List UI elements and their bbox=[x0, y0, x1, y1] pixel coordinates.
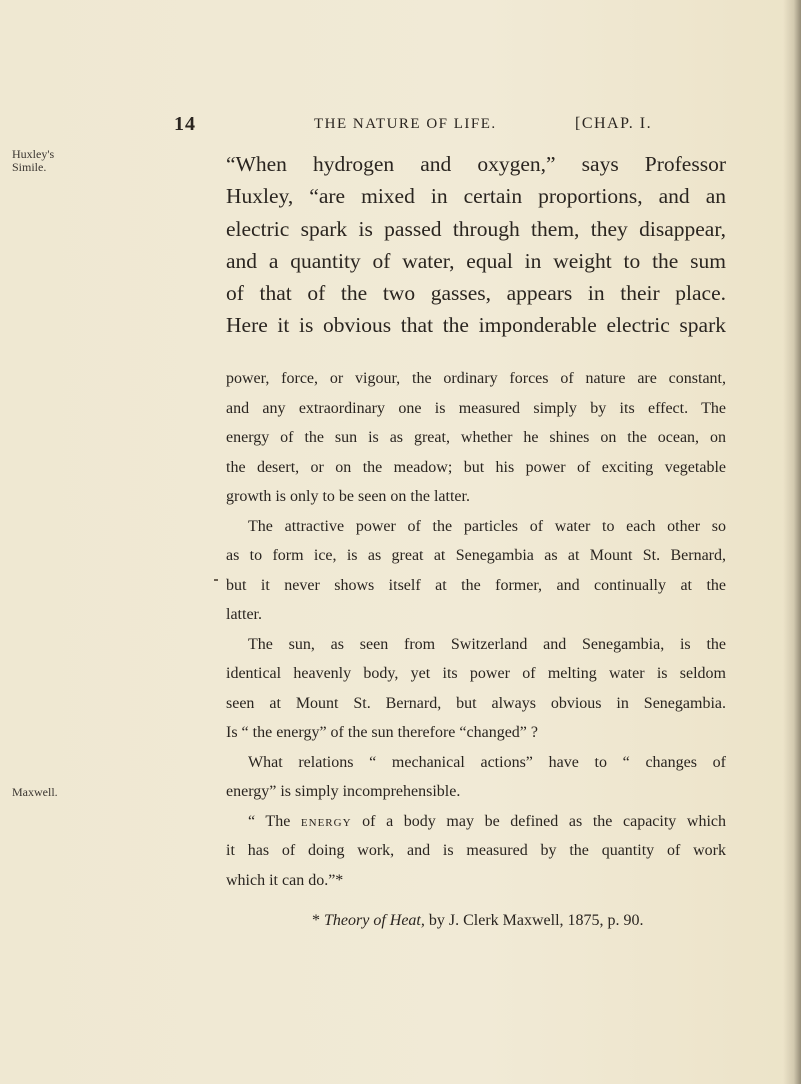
footnote-citation: by J. Clerk Maxwell, 1875, p. 90. bbox=[424, 912, 644, 929]
text-line: which it can do.”* bbox=[226, 871, 344, 889]
text-line: it has of doing work, and is measured by the quantity of work bbox=[226, 842, 726, 859]
text-line: and any extraordinary one is measured simply by its effect. The bbox=[226, 399, 726, 417]
text-line: as to form ice, is as great at Senegambia as at Mount St. Bernard, bbox=[226, 547, 726, 564]
page-edge-shadow bbox=[783, 0, 801, 1084]
text-line: energy” is simply incomprehensible. bbox=[226, 783, 461, 800]
text-line: power, force, or vigour, the ordinary forces of nature are constant, bbox=[226, 370, 726, 387]
sidenote-huxley bbox=[12, 148, 72, 174]
text-line: growth is only to be seen on the latter. bbox=[226, 488, 470, 505]
body-text bbox=[226, 364, 726, 895]
footnote-marker: * bbox=[312, 912, 324, 929]
text-line: “When hydrogen and oxygen,” says Professor bbox=[226, 152, 726, 176]
text-line: The sun, as seen from Switzerland and Senegambia, is the bbox=[248, 635, 726, 653]
text-fragment: of a body may be defined as the capacity which bbox=[351, 812, 727, 830]
text-line: seen at Mount St. Bernard, but always obvious in Senegambia. bbox=[226, 694, 726, 712]
sidenote-line: Huxley's bbox=[12, 147, 55, 161]
text-line bbox=[226, 807, 726, 837]
text-line: of that of the two gasses, appears in their place. bbox=[226, 281, 726, 306]
chapter-label: [CHAP. I. bbox=[575, 115, 653, 132]
text-line: latter. bbox=[226, 606, 262, 623]
text-line: identical heavenly body, yet its power of melting water is seldom bbox=[226, 665, 726, 682]
footnote bbox=[312, 912, 644, 930]
text-line: What relations “ mechanical actions” have to “ changes of bbox=[248, 753, 726, 771]
margin-mark bbox=[214, 579, 218, 581]
page-number: 14 bbox=[174, 113, 196, 135]
running-title: THE NATURE OF LIFE. bbox=[314, 116, 497, 132]
text-line: Huxley, “are mixed in certain proportions, and an bbox=[226, 184, 726, 209]
text-fragment: “ The bbox=[248, 812, 301, 830]
sidenote-line: Simile. bbox=[12, 160, 47, 174]
small-caps-word: energy bbox=[300, 812, 352, 830]
page-header bbox=[0, 113, 801, 137]
text-line: Here it is obvious that the imponderable electric spark bbox=[226, 313, 726, 338]
text-line: The attractive power of the particles of water to each other so bbox=[248, 517, 726, 535]
text-line: but it never shows itself at the former, and continually at the bbox=[226, 576, 726, 594]
footnote-title: Theory of Heat, bbox=[324, 912, 425, 929]
text-line: Is “ the energy” of the sun therefore “changed” ? bbox=[226, 724, 538, 741]
sidenote-maxwell: Maxwell. bbox=[12, 785, 58, 799]
text-line: the desert, or on the meadow; but his power of exciting vegetable bbox=[226, 458, 726, 476]
text-line: energy of the sun is as great, whether he shines on the ocean, on bbox=[226, 429, 726, 446]
text-line: electric spark is passed through them, they disappear, bbox=[226, 216, 726, 241]
quote-paragraph bbox=[226, 148, 726, 342]
text-line: and a quantity of water, equal in weight to the sum bbox=[226, 248, 726, 273]
